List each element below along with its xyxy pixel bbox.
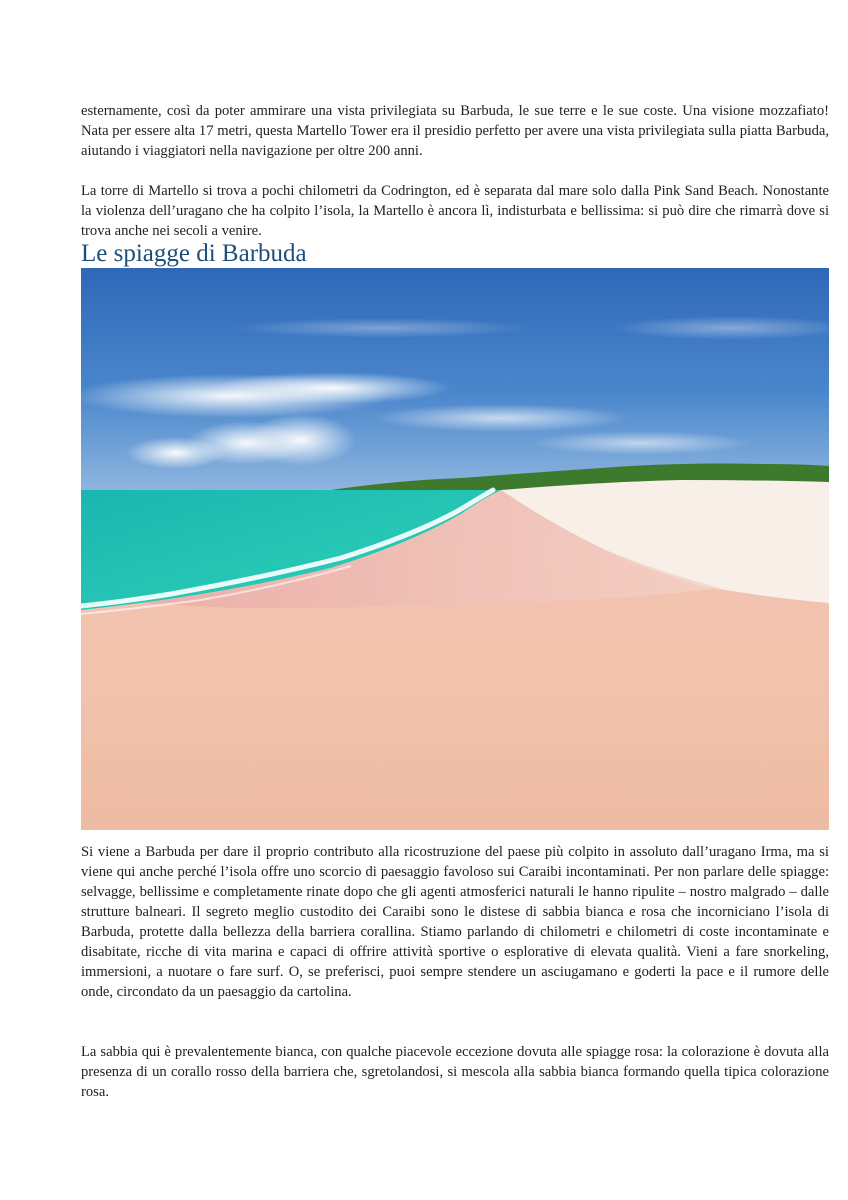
section-heading: Le spiagge di Barbuda [81,240,307,267]
intro-paragraph-2: La torre di Martello si trova a pochi chilometri da Codrington, ed è separata dal mare solo dalla Pink Sand Beach. Nonostante la violenza dell’uragano che ha colpito l’isola, la Martello è ancora lì, indisturbata e bellissima: si può dire che rimarrà dove si trova anche nei secoli a venire. [81,183,829,239]
section-paragraph-1: Si viene a Barbuda per dare il proprio contributo alla ricostruzione del paese più colpito in assoluto dall’uragano Irma, ma si viene qui anche perché l’isola offre uno scorcio di paesaggio favoloso sui Caraibi incontaminati. Per non parlare delle spiagge: selvagge, bellissime e completamente rinate dopo che gli agenti atmosferici naturali le hanno ripulite – nostro malgrado – dalle strutture balneari. Il segreto meglio custodito dei Caraibi sono le distese di sabbia bianca e rosa che incorniciano l’isola di Barbuda, protette dalla bellezza della barriera corallina. Stiamo parlando di chilometri e chilometri di coste incontaminate e disabitate, ricche di vita marina e capaci di offrire attività sportive o esplorative di elevata qualità. Vieni a fare snorkeling, immersioni, a nuotare o fare surf. O, se preferisci, puoi sempre stendere un asciugamano e goderti la pace e il rumore delle onde, circondato da un paesaggio da cartolina. [81,844,829,1000]
pink-beach-photo [81,268,829,830]
document-page [81,0,829,1200]
section-paragraph-2: La sabbia qui è prevalentemente bianca, con qualche piacevole eccezione dovuta alle spiagge rosa: la colorazione è dovuta alla presenza di un corallo rosso della barriera che, sgretolandosi, si mescola alla sabbia bianca formando quella tipica colorazione rosa. [81,1044,829,1100]
intro-paragraph-1: esternamente, così da poter ammirare una vista privilegiata su Barbuda, le sue terre e le sue coste. Una visione mozzafiato! Nata per essere alta 17 metri, questa Martello Tower era il presidio perfetto per avere una vista privilegiata sulla piatta Barbuda, aiutando i viaggiatori nella navigazione per oltre 200 anni. [81,103,829,159]
